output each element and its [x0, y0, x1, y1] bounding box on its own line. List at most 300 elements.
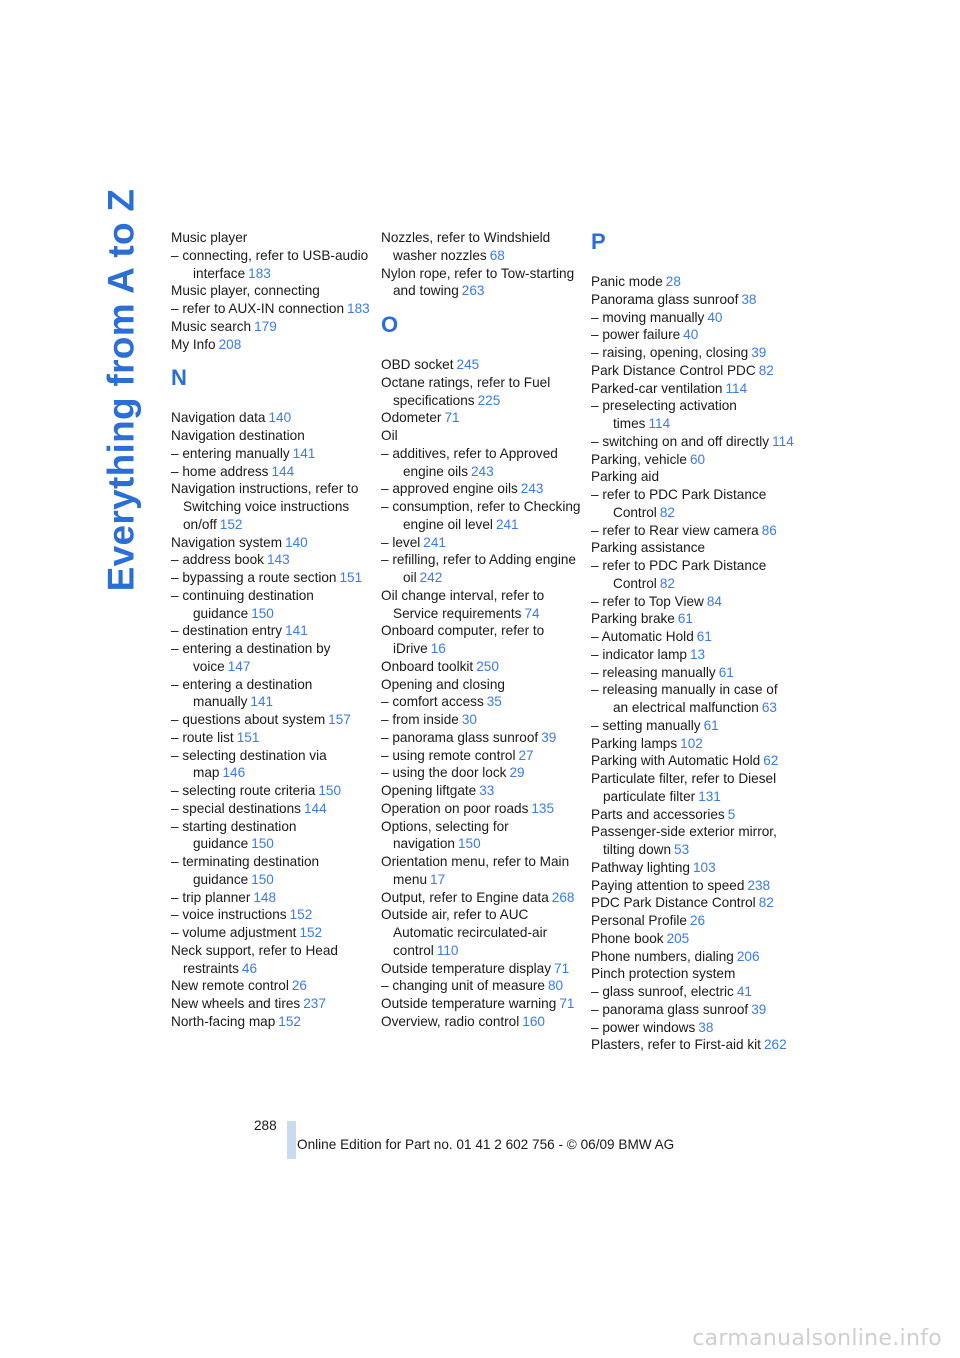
entry-text: – refer to Top View	[591, 593, 704, 609]
section-letter: N	[171, 365, 187, 391]
index-subentry	[381, 551, 586, 587]
index-entry	[591, 894, 796, 912]
page-link[interactable]: 205	[666, 930, 690, 946]
index-entry	[381, 374, 586, 410]
entry-text: Pinch protection system	[591, 966, 736, 982]
page-link[interactable]: 148	[253, 889, 277, 905]
index-entry	[591, 930, 796, 948]
index-entry	[381, 818, 586, 854]
page-link[interactable]: 114	[648, 416, 671, 431]
entry-text: – refilling, refer to Adding engine oil	[381, 552, 576, 585]
entry-text: – level	[381, 534, 421, 550]
index-subentry	[171, 906, 376, 924]
entry-text: – using remote control	[381, 747, 516, 763]
index-subentry	[591, 646, 796, 664]
entry-text: – releasing manually in case of an electrical malfunction	[591, 682, 778, 715]
page-link[interactable]: 183	[248, 265, 271, 281]
entry-text: Music player	[171, 230, 248, 245]
page-link[interactable]: 152	[289, 907, 313, 923]
section-letter: O	[381, 312, 399, 337]
entry-text: – panorama glass sunroof	[381, 729, 539, 745]
entry-text: – refer to PDC Park Distance Control	[591, 487, 767, 520]
page-link[interactable]: 183	[347, 301, 370, 316]
entry-text: Options, selecting for navigation	[381, 818, 509, 852]
entry-text: New remote control	[171, 978, 289, 994]
page-link[interactable]: 63	[761, 700, 777, 715]
entry-text: – preselecting activation times	[591, 398, 737, 431]
page-link[interactable]: 40	[707, 309, 723, 325]
page-link[interactable]: 262	[763, 1037, 787, 1053]
page-link[interactable]: 179	[254, 318, 277, 334]
index-subentry	[171, 924, 376, 942]
entry-text: Outside temperature display	[381, 960, 552, 976]
entry-text: – changing unit of measure	[381, 978, 545, 994]
index-subentry	[591, 309, 796, 327]
index-column-2	[381, 229, 586, 1031]
page-link[interactable]: 150	[318, 783, 342, 798]
index-subentry	[591, 1001, 796, 1019]
index-subentry	[381, 747, 586, 765]
page-link[interactable]: 17	[430, 871, 446, 887]
entry-text: – using the door lock	[381, 765, 507, 781]
entry-text: Pathway lighting	[591, 859, 690, 875]
index-entry	[171, 942, 376, 978]
index-subentry	[171, 587, 376, 623]
page-link[interactable]: 39	[751, 345, 767, 360]
entry-text: Park Distance Control PDC	[591, 362, 756, 378]
entry-text: – from inside	[381, 712, 459, 727]
index-subentry	[381, 693, 586, 711]
page-link[interactable]: 208	[218, 336, 242, 352]
page-link[interactable]: 16	[430, 641, 446, 656]
entry-text: Nozzles, refer to Windshield washer nozzles	[381, 230, 551, 263]
entry-text: – home address	[171, 463, 269, 479]
page-link[interactable]: 102	[680, 735, 703, 751]
index-subentry	[381, 729, 586, 747]
entry-text: – selecting destination via map	[171, 747, 327, 781]
entry-text: Parking lamps	[591, 735, 678, 751]
page-link[interactable]: 150	[251, 605, 274, 621]
index-subentry	[591, 593, 796, 611]
entry-text: Onboard computer, refer to iDrive	[381, 623, 545, 656]
index-subentry	[591, 983, 796, 1001]
index-subentry	[171, 747, 376, 783]
index-entry	[381, 960, 586, 978]
index-entry	[591, 912, 796, 930]
entry-text: – additives, refer to Approved engine oils	[381, 445, 558, 479]
entry-text: Parking assistance	[591, 540, 706, 556]
page-link[interactable]: 103	[693, 859, 716, 875]
index-entry	[591, 735, 796, 753]
entry-text: – releasing manually	[591, 664, 716, 680]
index-entry	[381, 889, 586, 907]
entry-text: – approved engine oils	[381, 481, 518, 497]
index-entry	[591, 823, 796, 859]
entry-text: – selecting route criteria	[171, 783, 316, 798]
entry-text: Plasters, refer to First-aid kit	[591, 1037, 761, 1053]
index-subentry	[591, 1019, 796, 1037]
entry-text: – starting destination guidance	[171, 818, 297, 852]
entry-text: – Automatic Hold	[591, 629, 694, 644]
index-entry	[591, 380, 796, 398]
page-link[interactable]: 237	[303, 996, 326, 1011]
index-subentry	[171, 729, 376, 747]
page-link[interactable]: 61	[677, 611, 693, 627]
entry-text: – trip planner	[171, 889, 251, 905]
page-link[interactable]: 41	[736, 984, 752, 999]
page-link[interactable]: 82	[659, 575, 675, 591]
entry-text: Parking aid	[591, 469, 660, 485]
page-link[interactable]: 71	[444, 410, 460, 426]
index-entry	[381, 265, 586, 301]
page-link[interactable]: 61	[696, 629, 712, 644]
page-link[interactable]: 146	[222, 765, 246, 781]
entry-text: – moving manually	[591, 309, 705, 325]
page-link[interactable]: 160	[522, 1013, 545, 1029]
page-link[interactable]: 71	[554, 960, 570, 976]
entry-text: Particulate filter, refer to Diesel particulate filter	[591, 771, 777, 804]
page-link[interactable]: 40	[683, 327, 699, 343]
entry-text: Music player, connecting	[171, 283, 320, 299]
index-entry	[591, 362, 796, 380]
entry-text: – volume adjustment	[171, 925, 297, 940]
index-entry	[381, 782, 586, 800]
index-entry	[381, 622, 586, 658]
entry-text: – connecting, refer to USB-audio interface	[171, 247, 369, 281]
page-link[interactable]: 150	[251, 836, 274, 852]
page-link[interactable]: 241	[495, 516, 519, 532]
page-link[interactable]: 140	[268, 410, 292, 426]
page-link[interactable]: 144	[303, 800, 327, 816]
entry-text: Octane ratings, refer to Fuel specifications	[381, 374, 551, 408]
index-entry	[171, 427, 376, 445]
page-link[interactable]: 61	[703, 717, 719, 733]
page-link[interactable]: 263	[461, 283, 485, 299]
entry-text: – address book	[171, 552, 264, 568]
index-entry	[171, 977, 376, 995]
entry-text: – voice instructions	[171, 907, 287, 923]
index-entry	[171, 995, 376, 1013]
index-subentry	[171, 445, 376, 463]
index-entry	[381, 587, 586, 623]
page-link[interactable]: 86	[761, 522, 777, 538]
entry-text: New wheels and tires	[171, 996, 301, 1011]
page-link[interactable]: 135	[531, 800, 555, 816]
section-title: Everything from A to Z	[100, 188, 141, 592]
entry-text: Outside temperature warning	[381, 996, 557, 1011]
index-entry	[591, 1036, 796, 1054]
page-link[interactable]: 26	[689, 913, 706, 928]
page-link[interactable]: 110	[436, 942, 459, 958]
page-link[interactable]: 144	[271, 463, 295, 479]
entry-text: – refer to Rear view camera	[591, 522, 759, 538]
entry-text: Oil change interval, refer to Service requirements	[381, 587, 545, 621]
entry-text: – destination entry	[171, 623, 283, 639]
footer-edition-note: Online Edition for Part no. 01 41 2 602 756 - © 06/09 BMW AG	[297, 1137, 675, 1152]
entry-text: – questions about system	[171, 712, 326, 727]
entry-text: Navigation data	[171, 410, 266, 426]
page-link[interactable]: 60	[689, 451, 706, 467]
index-subentry	[171, 622, 376, 640]
page-link[interactable]: 84	[706, 593, 722, 609]
index-entry	[591, 965, 796, 983]
entry-text: Opening and closing	[381, 676, 505, 692]
entry-text: Onboard toolkit	[381, 658, 474, 674]
page-link[interactable]: 157	[328, 712, 351, 727]
index-subentry	[171, 818, 376, 854]
entry-text: Parts and accessories	[591, 806, 725, 822]
entry-text: Phone book	[591, 930, 664, 946]
index-entry	[381, 427, 586, 445]
entry-text: Parked-car ventilation	[591, 380, 723, 396]
index-entry	[381, 409, 586, 427]
index-subentry	[381, 445, 586, 481]
index-entry	[171, 1013, 376, 1031]
index-subentry	[591, 326, 796, 344]
page-link[interactable]: 131	[698, 788, 721, 804]
entry-text: – route list	[171, 729, 234, 745]
page-link[interactable]: 46	[241, 960, 258, 976]
index-entry	[171, 229, 376, 247]
page-link[interactable]: 152	[219, 516, 243, 532]
page-link[interactable]: 114	[772, 433, 794, 449]
section-title-vertical	[86, 188, 156, 592]
index-subentry	[171, 247, 376, 283]
index-subentry	[171, 463, 376, 481]
entry-text: – special destinations	[171, 800, 301, 816]
index-entry	[381, 676, 586, 694]
entry-text: – terminating destination guidance	[171, 854, 320, 887]
page-link[interactable]: 30	[461, 712, 477, 727]
page-link[interactable]: 141	[250, 694, 274, 710]
page-link[interactable]: 140	[285, 534, 308, 550]
footer-accent-bar	[287, 1121, 296, 1159]
index-entry	[591, 752, 796, 770]
page-link[interactable]: 250	[476, 658, 499, 674]
index-entry	[171, 409, 376, 427]
index-subentry	[171, 889, 376, 907]
entry-text: Phone numbers, dialing	[591, 948, 734, 964]
page-link[interactable]: 33	[479, 783, 495, 798]
page-link[interactable]: 13	[689, 646, 706, 662]
index-subentry	[381, 534, 586, 552]
entry-text: Overview, radio control	[381, 1013, 520, 1029]
page-link[interactable]: 62	[763, 753, 779, 769]
page-link[interactable]: 150	[251, 871, 274, 887]
entry-text: Navigation destination	[171, 428, 305, 443]
entry-text: My Info	[171, 336, 216, 352]
index-subentry	[171, 640, 376, 676]
entry-text: Paying attention to speed	[591, 877, 745, 893]
page-link[interactable]: 26	[291, 978, 307, 994]
index-subentry	[171, 800, 376, 818]
index-entry	[591, 770, 796, 806]
index-subentry	[591, 717, 796, 735]
page-link[interactable]: 5	[727, 806, 736, 822]
page-link[interactable]: 39	[751, 1001, 767, 1017]
page-link[interactable]: 29	[509, 765, 525, 781]
index-subentry	[591, 628, 796, 646]
page-link[interactable]: 53	[674, 842, 690, 857]
entry-text: – power failure	[591, 327, 681, 343]
watermark: carmanualsonline.info	[692, 1326, 942, 1351]
page-link[interactable]: 61	[718, 664, 734, 680]
entry-text: OBD socket	[381, 357, 454, 372]
index-subentry	[591, 664, 796, 682]
index-entry	[381, 1013, 586, 1031]
entry-text: Passenger-side exterior mirror, tilting down	[591, 824, 777, 857]
page-link[interactable]: 141	[292, 445, 316, 461]
page-link[interactable]: 143	[266, 552, 290, 568]
index-entry	[381, 800, 586, 818]
page-number: 288	[254, 1118, 277, 1133]
page-link[interactable]: 268	[551, 889, 575, 905]
index-entry	[171, 282, 376, 300]
entry-text: Panic mode	[591, 274, 663, 289]
index-subentry	[171, 711, 376, 729]
entry-text: – power windows	[591, 1019, 696, 1035]
index-entry	[591, 468, 796, 486]
entry-text: Personal Profile	[591, 913, 687, 928]
entry-text: – continuing destination guidance	[171, 587, 314, 621]
entry-text: – indicator lamp	[591, 646, 687, 662]
page-link[interactable]: 38	[741, 291, 757, 307]
page-link[interactable]: 245	[456, 357, 480, 372]
entry-text: – bypassing a route section	[171, 570, 337, 585]
page-link[interactable]: 82	[659, 504, 675, 520]
index-entry	[591, 451, 796, 469]
index-subentry	[591, 486, 796, 522]
index-subentry	[591, 344, 796, 362]
index-entry	[591, 877, 796, 895]
entry-text: Panorama glass sunroof	[591, 291, 739, 307]
entry-text: Odometer	[381, 410, 442, 426]
index-subentry	[591, 397, 796, 433]
page-link[interactable]: 39	[541, 729, 557, 745]
index-subentry	[381, 764, 586, 782]
index-subentry	[381, 480, 586, 498]
entry-text: – comfort access	[381, 694, 484, 710]
index-entry	[171, 318, 376, 336]
index-entry	[591, 273, 796, 291]
page-link[interactable]: 71	[559, 996, 575, 1011]
entry-text: Neck support, refer to Head restraints	[171, 942, 338, 976]
page-link[interactable]: 68	[489, 247, 505, 263]
index-entry	[591, 291, 796, 309]
index-subentry	[381, 711, 586, 729]
page-link[interactable]: 150	[457, 836, 481, 852]
entry-text: Operation on poor roads	[381, 800, 529, 816]
index-subentry	[591, 681, 796, 717]
entry-text: – entering a destination manually	[171, 676, 313, 710]
page-link[interactable]: 28	[665, 274, 681, 289]
index-subentry	[171, 569, 376, 587]
index-entry	[171, 534, 376, 552]
index-entry	[381, 995, 586, 1013]
index-subentry	[381, 498, 586, 534]
index-entry	[381, 853, 586, 889]
index-column-3	[591, 229, 796, 1054]
page-link[interactable]: 151	[339, 570, 363, 585]
page-link[interactable]: 27	[518, 747, 534, 763]
page-link[interactable]: 74	[524, 605, 540, 621]
index-subentry	[171, 300, 376, 318]
page-link[interactable]: 147	[227, 658, 251, 674]
page-link[interactable]: 238	[747, 877, 771, 893]
index-entry	[591, 806, 796, 824]
entry-text: – raising, opening, closing	[591, 345, 749, 360]
page-link[interactable]: 152	[278, 1013, 301, 1029]
page-link[interactable]: 243	[520, 481, 544, 497]
page-link[interactable]: 151	[236, 729, 260, 745]
entry-text: Oil	[381, 428, 398, 443]
page-link[interactable]: 82	[758, 895, 774, 911]
index-entry	[591, 859, 796, 877]
entry-text: Navigation system	[171, 534, 283, 550]
entry-text: – refer to PDC Park Distance Control	[591, 558, 767, 591]
entry-text: Parking, vehicle	[591, 451, 687, 467]
page-link[interactable]: 38	[698, 1019, 714, 1035]
entry-text: – switching on and off directly	[591, 433, 770, 449]
index-subentry	[591, 557, 796, 593]
index-subentry	[591, 522, 796, 540]
index-entry	[381, 658, 586, 676]
entry-text: – refer to AUX-IN connection	[171, 301, 345, 316]
page-link[interactable]: 114	[725, 380, 748, 396]
page-link[interactable]: 206	[736, 948, 760, 964]
index-entry	[381, 229, 586, 265]
index-entry	[171, 336, 376, 354]
entry-text: – setting manually	[591, 717, 701, 733]
entry-text: Parking with Automatic Hold	[591, 753, 761, 769]
entry-text: Music search	[171, 318, 252, 334]
entry-text: Orientation menu, refer to Main menu	[381, 854, 570, 887]
entry-text: – entering manually	[171, 445, 290, 461]
entry-text: Navigation instructions, refer to Switching voice instructions on/off	[171, 481, 359, 532]
index-subentry	[171, 782, 376, 800]
index-entry	[591, 948, 796, 966]
index-subentry	[171, 853, 376, 889]
index-entry	[381, 906, 586, 959]
page-link[interactable]: 225	[477, 392, 501, 408]
page-link[interactable]: 141	[285, 623, 308, 639]
page-link[interactable]: 35	[486, 694, 502, 710]
entry-text: – glass sunroof, electric	[591, 984, 734, 999]
index-column-1	[171, 229, 376, 1031]
entry-text: – panorama glass sunroof	[591, 1001, 749, 1017]
page-link[interactable]: 80	[548, 978, 564, 994]
page-link[interactable]: 241	[423, 534, 446, 550]
entry-text: Parking brake	[591, 611, 675, 627]
index-entry	[591, 610, 796, 628]
page-link[interactable]: 243	[471, 463, 494, 479]
entry-text: Opening liftgate	[381, 783, 477, 798]
index-entry	[171, 480, 376, 533]
page-link[interactable]: 242	[419, 570, 443, 585]
entry-text: North-facing map	[171, 1013, 276, 1029]
entry-text: Outside air, refer to AUC Automatic recirculated-air control	[381, 907, 548, 958]
index-subentry	[591, 433, 796, 451]
index-subentry	[171, 551, 376, 569]
page-link[interactable]: 82	[758, 362, 774, 378]
page-link[interactable]: 152	[299, 925, 323, 940]
entry-text: Output, refer to Engine data	[381, 889, 549, 905]
index-subentry	[171, 676, 376, 712]
entry-text: Nylon rope, refer to Tow-starting and towing	[381, 265, 575, 299]
entry-text: – consumption, refer to Checking engine oil level	[381, 499, 581, 532]
entry-text: PDC Park Distance Control	[591, 895, 756, 911]
entry-text: – entering a destination by voice	[171, 641, 331, 674]
